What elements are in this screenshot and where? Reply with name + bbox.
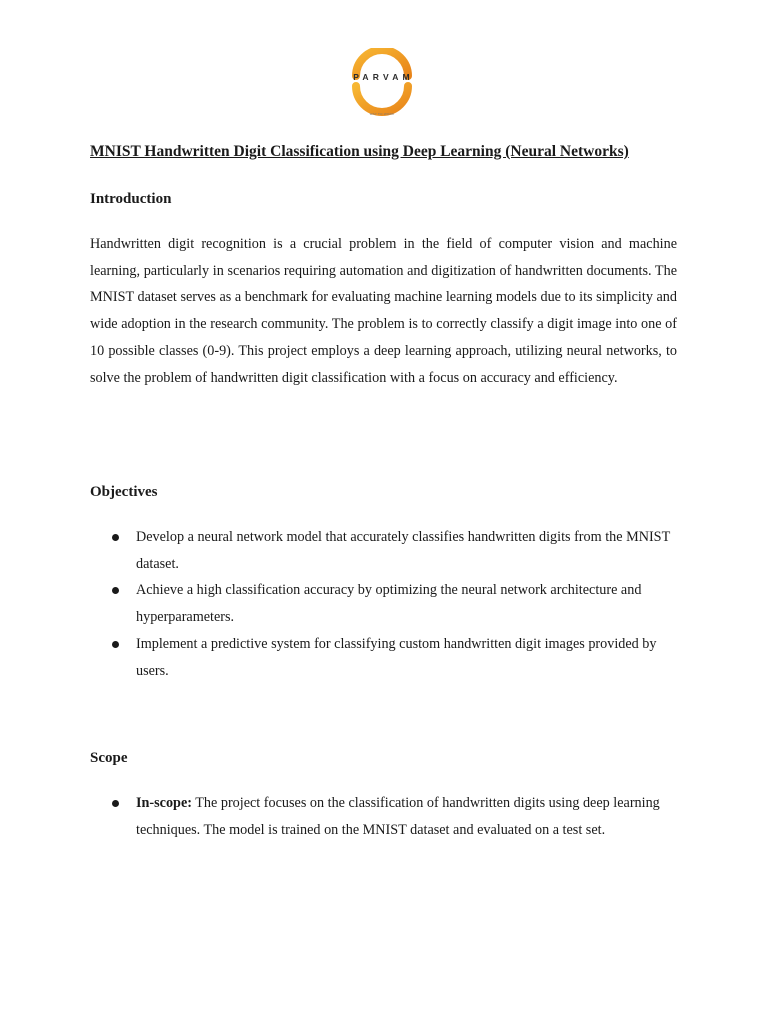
introduction-paragraph: Handwritten digit recognition is a crucial problem in the field of computer vision and machine learning, particularly in scenarios requiring automation and digitization of handwritten documents. The MNIST dataset serves as a benchmark for evaluating machine learning models due to its simplicity and wide adoption in the research community. The problem is to correctly classify a digit image into one of 10 possible classes (0-9). This project employs a deep learning approach, utilizing neural networks, to solve the problem of handwritten digit classification with a focus on accuracy and efficiency. [90, 236, 677, 386]
objective-text: Implement a predictive system for classifying custom handwritten digit images provided by users. [136, 635, 657, 679]
bullet-icon [112, 587, 119, 594]
list-item [136, 577, 681, 630]
objectives-heading: Objectives [90, 484, 158, 500]
bullet-icon [112, 534, 119, 541]
logo-tagline: WAY TO WORK [369, 112, 395, 116]
introduction-heading: Introduction [90, 191, 172, 207]
scope-list [136, 790, 681, 843]
list-item [136, 631, 681, 684]
bullet-icon [112, 800, 119, 807]
scope-item-text: The project focuses on the classification of handwritten digits using deep learning techniques. The model is trained on the MNIST dataset and evaluated on a test set. [136, 795, 660, 838]
logo-wordmark: PARVAM [353, 72, 414, 82]
scope-item-lead: In-scope: [136, 795, 192, 811]
objective-text: Develop a neural network model that accurately classifies handwritten digits from the MNIST dataset. [136, 529, 670, 572]
scope-heading: Scope [90, 750, 128, 766]
document-title: MNIST Handwritten Digit Classification using Deep Learning (Neural Networks) [90, 143, 629, 160]
bullet-icon [112, 641, 119, 648]
parvam-logo [342, 48, 422, 122]
objective-text: Achieve a high classification accuracy by optimizing the neural network architecture and hyperparameters. [136, 582, 642, 626]
list-item [136, 790, 681, 843]
logo-ring-icon [342, 48, 422, 122]
list-item [136, 524, 681, 577]
objectives-list [136, 524, 681, 684]
